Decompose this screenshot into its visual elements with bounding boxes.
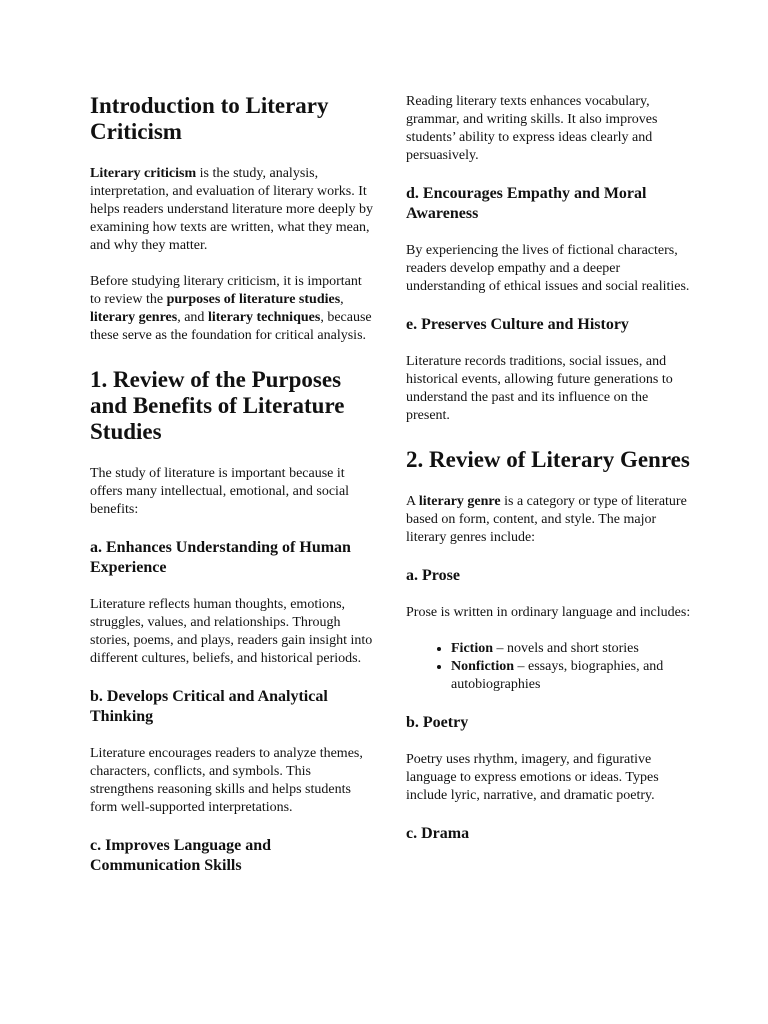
- subheading-poetry: b. Poetry: [406, 714, 469, 731]
- paragraph-poetry: Poetry uses rhythm, imagery, and figurative language to express emotions or ideas. Types include lyric, narrative, and dramatic poetry.: [406, 752, 659, 803]
- subheading-drama: c. Drama: [406, 825, 470, 842]
- left-column: [90, 93, 375, 876]
- list-item: • Nonfiction – essays, biographies, and autobiographies: [451, 658, 691, 694]
- paragraph-c: Reading literary texts enhances vocabulary, grammar, and writing skills. It also improves students’ ability to express ideas clearly and persuasively.: [406, 94, 658, 163]
- section-1-intro: The study of literature is important because it offers many intellectual, emotional, and social benefits:: [90, 466, 350, 517]
- subheading-a: a. Enhances Understanding of Human Experience: [90, 539, 351, 576]
- subheading-d: d. Encourages Empathy and Moral Awareness: [406, 185, 647, 222]
- intro-paragraph-2: Before studying literary criticism, it is important to review the purposes of literature studies, literary genres, and literary techniques, because these serve as the foundation for critical analysis.: [90, 274, 372, 343]
- intro-paragraph-1: Literary criticism is the study, analysis, interpretation, and evaluation of literary works. It helps readers understand literature more deeply by examining how texts are written, what they mean, and why they matter.: [90, 166, 374, 253]
- document-title: Introduction to Literary Criticism: [90, 93, 329, 144]
- paragraph-a: Literature reflects human thoughts, emotions, struggles, values, and relationships. Through stories, poems, and plays, readers gain insight into different cultures, beliefs, and historical periods.: [90, 597, 373, 666]
- list-item: • Fiction – novels and short stories: [451, 640, 691, 658]
- paragraph-prose: Prose is written in ordinary language and includes:: [406, 605, 691, 620]
- subheading-prose: a. Prose: [406, 567, 460, 584]
- paragraph-e: Literature records traditions, social issues, and historical events, allowing future generations to understand the past and its influence on the present.: [406, 354, 673, 423]
- section-2-intro: A literary genre is a category or type of literature based on form, content, and style. The major literary genres include:: [406, 494, 687, 545]
- section-2-heading: 2. Review of Literary Genres: [406, 447, 690, 472]
- term-literary-criticism: Literary criticism: [90, 166, 197, 181]
- prose-list: [406, 640, 691, 694]
- subheading-e: e. Preserves Culture and History: [406, 316, 629, 333]
- paragraph-b: Literature encourages readers to analyze themes, characters, conflicts, and symbols. This strengthens reasoning skills and helps students form well-supported interpretations.: [90, 746, 363, 815]
- section-1-heading: 1. Review of the Purposes and Benefits of Literature Studies: [90, 367, 345, 444]
- paragraph-d: By experiencing the lives of fictional characters, readers develop empathy and a deeper understanding of ethical issues and social realities.: [406, 243, 690, 294]
- subheading-c: c. Improves Language and Communication Skills: [90, 837, 272, 874]
- subheading-b: b. Develops Critical and Analytical Thinking: [90, 688, 328, 725]
- right-column: [406, 93, 691, 844]
